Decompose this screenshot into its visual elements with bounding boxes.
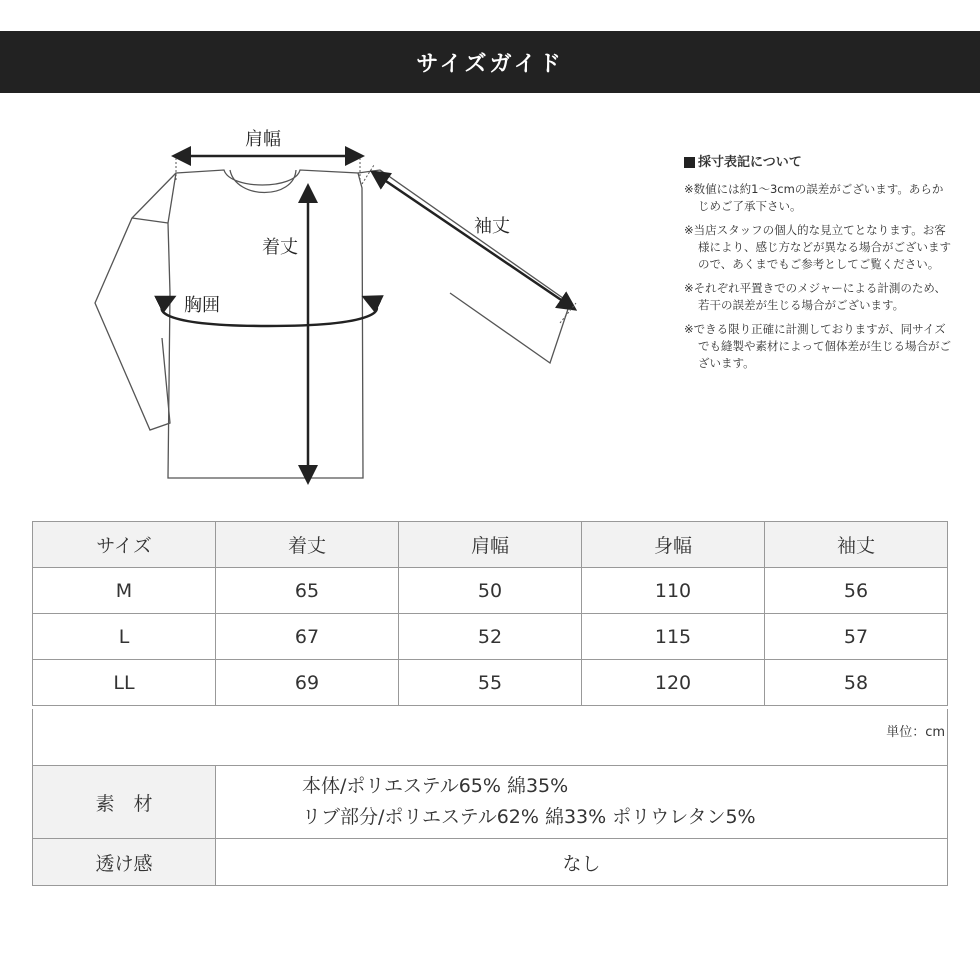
unit-label: 単位：cm xyxy=(886,725,945,740)
sleeve-label: 袖丈 xyxy=(474,216,510,237)
chest-label: 胸囲 xyxy=(184,295,220,316)
header-cell: サイズ xyxy=(33,522,216,568)
value-cell: 110 xyxy=(582,568,765,614)
unit-row xyxy=(32,709,948,766)
table-row xyxy=(33,614,948,660)
table-row xyxy=(33,568,948,614)
size-cell: LL xyxy=(33,660,216,706)
material-value xyxy=(216,766,948,839)
transparency-row xyxy=(33,839,948,886)
material-line: 本体/ポリエステル65% 綿35% xyxy=(302,775,569,797)
size-cell: L xyxy=(33,614,216,660)
value-cell: 50 xyxy=(399,568,582,614)
header-cell: 袖丈 xyxy=(765,522,948,568)
value-cell: 67 xyxy=(216,614,399,660)
size-cell: M xyxy=(33,568,216,614)
notes-heading-text: 採寸表記について xyxy=(698,155,802,170)
title-bar xyxy=(0,31,980,93)
size-table-header xyxy=(33,522,948,568)
garment-diagram xyxy=(90,118,590,498)
value-cell: 58 xyxy=(765,660,948,706)
shoulder-label: 肩幅 xyxy=(245,129,281,150)
table-row xyxy=(33,660,948,706)
transparency-label: 透け感 xyxy=(33,839,216,886)
header-cell: 肩幅 xyxy=(399,522,582,568)
value-cell: 55 xyxy=(399,660,582,706)
material-label: 素 材 xyxy=(33,766,216,839)
note-item: ※当店スタッフの個人的な見立てとなります。お客様により、感じ方などが異なる場合がございますので、あくまでもご参考としてご覧ください。 xyxy=(684,223,951,271)
material-table xyxy=(32,765,948,886)
material-row xyxy=(33,766,948,839)
value-cell: 69 xyxy=(216,660,399,706)
page-title: サイズガイド xyxy=(416,51,564,77)
length-label: 着丈 xyxy=(262,237,298,258)
note-item: ※それぞれ平置きでのメジャーによる計測のため、若干の誤差が生じる場合がございます。 xyxy=(684,281,946,312)
material-line: リブ部分/ポリエステル62% 綿33% ポリウレタン5% xyxy=(302,806,756,828)
header-cell: 身幅 xyxy=(582,522,765,568)
value-cell: 56 xyxy=(765,568,948,614)
size-table xyxy=(32,521,948,706)
sleeve-arrow xyxy=(374,173,573,308)
square-bullet-icon xyxy=(684,157,695,168)
value-cell: 120 xyxy=(582,660,765,706)
value-cell: 115 xyxy=(582,614,765,660)
transparency-value: なし xyxy=(216,839,948,886)
note-item: ※数値には約1〜3cmの誤差がございます。あらかじめご了承下さい。 xyxy=(684,182,944,213)
note-item: ※できる限り正確に計測しておりますが、同サイズでも縫製や素材によって個体差が生じる場合がございます。 xyxy=(684,322,951,370)
header-cell: 着丈 xyxy=(216,522,399,568)
value-cell: 52 xyxy=(399,614,582,660)
measurement-notes xyxy=(684,154,954,379)
value-cell: 65 xyxy=(216,568,399,614)
notes-heading xyxy=(684,154,954,171)
value-cell: 57 xyxy=(765,614,948,660)
sleeve-guide-top xyxy=(362,165,374,184)
